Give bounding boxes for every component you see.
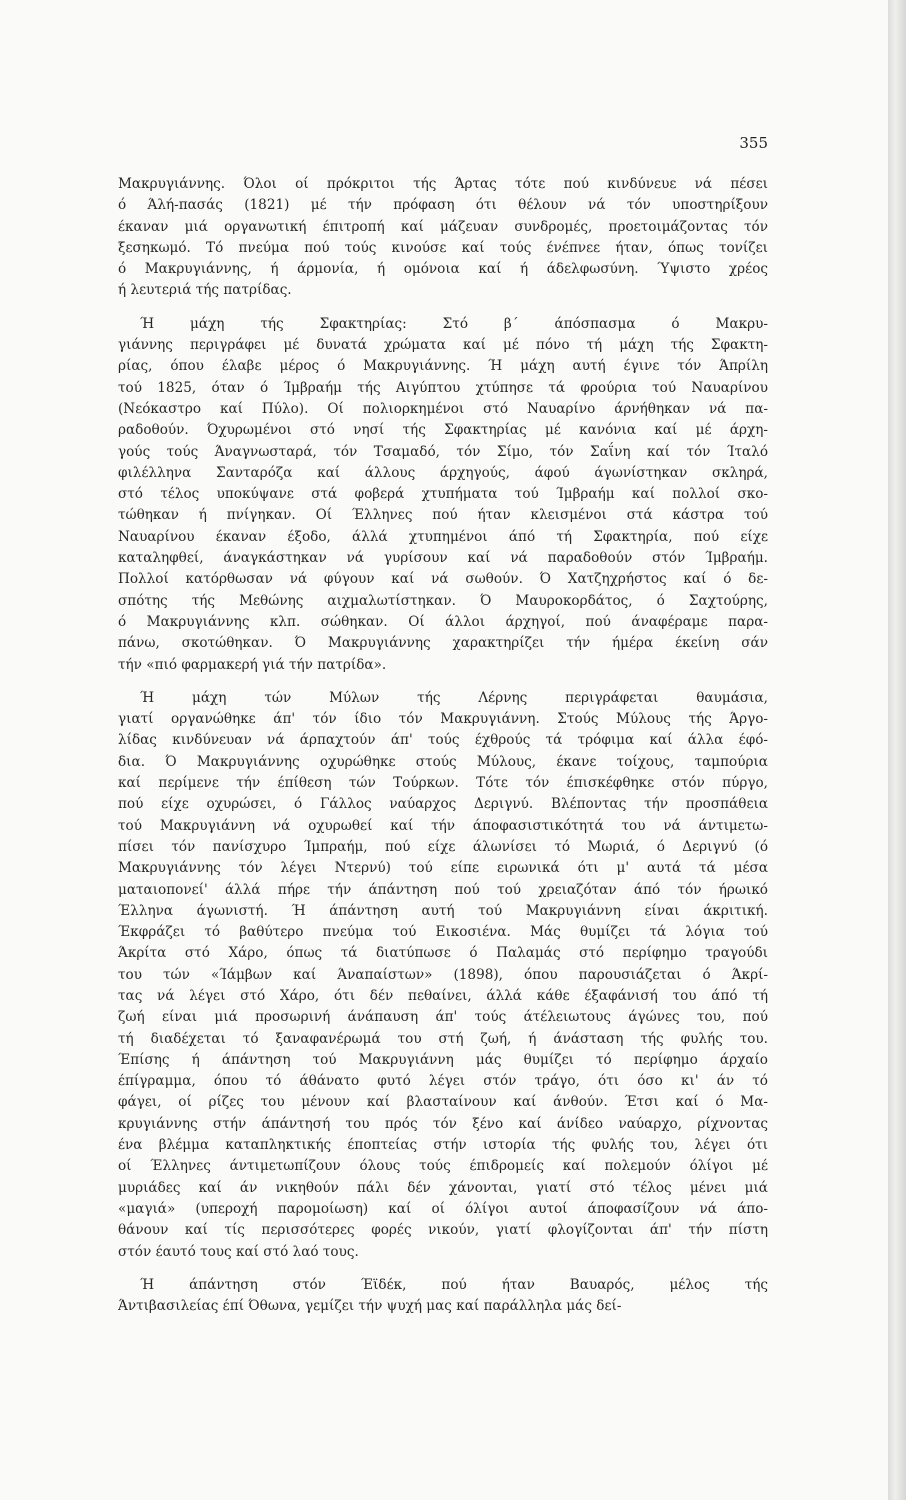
text-line: τας νά λέγει στό Χάρο, ότι δέν πεθαίνει, άλλά κάθε έξαφάνισή του άπό τή [118, 987, 768, 1004]
text-line: τού 1825, όταν ό Ίμβραήμ τής Αιγύπτου χτύπησε τά φρούρια τού Ναυαρίνου [118, 379, 768, 396]
paragraph [118, 1275, 768, 1318]
text-line: τή διαδέχεται τό ξαναφανέρωμά του στή ζωή, ή άνάσταση τής φυλής του. [118, 1030, 768, 1047]
text-line: τώθηκαν ή πνίγηκαν. Οί Έλληνες πού ήταν κλεισμένοι στά κάστρα τού [118, 507, 768, 524]
text-line: γιατί οργανώθηκε άπ' τόν ίδιο τόν Μακρυγιάννη. Στούς Μύλους τής Άργο- [118, 711, 768, 728]
text-line: μυριάδες καί άν νικηθούν πάλι δέν χάνονται, γιατί στό τέλος μένει μιά [118, 1179, 768, 1196]
text-line: Ή μάχη τών Μύλων τής Λέρνης περιγράφεται θαυμάσια, [140, 689, 768, 706]
text-line: Άντιβασιλείας έπί Όθωνα, γεμίζει τήν ψυχή μας καί παράλληλα μάς δεί- [118, 1298, 622, 1315]
text-line: Άκρίτα στό Χάρο, όπως τά διατύπωσε ό Παλαμάς στό περίφημο τραγούδι [118, 945, 768, 962]
text-line: ό Μακρυγιάννης, ή άρμονία, ή ομόνοια καί ή άδελφωσύνη. Ύψιστο χρέος [118, 261, 768, 278]
paragraph-gap [118, 302, 768, 314]
paragraph [118, 174, 768, 302]
text-line: ό Μακρυγιάννης κλπ. σώθηκαν. Οί άλλοι άρχηγοί, πού άναφέραμε παρα- [118, 613, 768, 630]
text-line: κρυγιάννης στήν άπάντησή του πρός τόν ξένο καί άνίδεο ναύαρχο, ρίχνοντας [118, 1115, 768, 1132]
text-line: έκαναν μιά οργανωτική έπιτροπή καί μάζευαν συνδρομές, προετοιμάζοντας τόν [118, 218, 768, 235]
text-line: ραδοθούν. Όχυρωμένοι στό νησί τής Σφακτηρίας μέ κανόνια καί μέ άρχη- [118, 422, 768, 439]
text-line: καταληφθεί, άναγκάστηκαν νά γυρίσουν καί νά παραδοθούν στόν Ίμβραήμ. [118, 550, 768, 567]
text-line: Έκφράζει τό βαθύτερο πνεύμα τού Εικοσιένα. Μάς θυμίζει τά λόγια τού [118, 924, 768, 941]
text-line: Έπίσης ή άπάντηση τού Μακρυγιάννη μάς θυμίζει τό περίφημο άρχαίο [118, 1051, 768, 1068]
text-line: τού Μακρυγιάννη νά οχυρωθεί καί τήν άποφασιστικότητά του νά άντιμετω- [118, 817, 768, 834]
text-line: ρίας, όπου έλαβε μέρος ό Μακρυγιάννης. Ή μάχη αυτή έγινε τόν Άπρίλη [118, 358, 768, 375]
paragraph-gap [118, 676, 768, 688]
text-line: στόν έαυτό τους καί στό λαό τους. [118, 1243, 359, 1260]
text-line: Ή μάχη τής Σφακτηρίας: Στό β΄ άπόσπασμα ό Μακρυ- [140, 315, 768, 332]
text-line: οί Έλληνες άντιμετωπίζουν όλους τούς έπιδρομείς καί πολεμούν όλίγοι μέ [118, 1158, 768, 1175]
text-line: Μακρυγιάννης τόν λέγει Ντερνύ) τού είπε ειρωνικά ότι μ' αυτά τά μέσα [118, 860, 768, 877]
text-line: Μακρυγιάννης. Όλοι οί πρόκριτοι τής Άρτας τότε πού κινδύνευε νά πέσει [118, 176, 768, 192]
text-line: «μαγιά» (υπεροχή παρομοίωση) καί οί όλίγοι αυτοί άποφασίζουν νά άπο- [118, 1200, 768, 1217]
page-body [118, 174, 768, 1317]
text-line: ματαιοπονεί' άλλά πήρε τήν άπάντηση πού τού χρειαζόταν άπό τόν ήρωικό [118, 881, 768, 898]
text-line: δια. Ό Μακρυγιάννης οχυρώθηκε στούς Μύλους, έκανε τοίχους, ταμπούρια [118, 753, 768, 770]
page-number: 355 [739, 134, 768, 152]
text-line: ό Άλή-πασάς (1821) μέ τήν πρόφαση ότι θέλουν νά τόν υποστηρίξουν [118, 197, 768, 214]
text-line: Πολλοί κατόρθωσαν νά φύγουν καί νά σωθούν. Ό Χατζηχρήστος καί ό δε- [118, 571, 768, 588]
text-line: πάνω, σκοτώθηκαν. Ό Μακρυγιάννης χαρακτηρίζει τήν ήμέρα έκείνη σάν [118, 635, 768, 652]
text-line: Ναυαρίνου έκαναν έξοδο, άλλά χτυπημένοι άπό τή Σφακτηρία, πού είχε [118, 528, 768, 545]
text-line: (Νεόκαστρο καί Πύλο). Οί πολιορκημένοι στό Ναυαρίνο άρνήθηκαν νά πα- [118, 400, 768, 417]
text-line: ένα βλέμμα καταπληκτικής έποπτείας στήν ιστορία τής φυλής του, λέγει ότι [118, 1137, 768, 1154]
text-line: Έλληνα άγωνιστή. Ή άπάντηση αυτή τού Μακρυγιάννη είναι άκριτική. [118, 902, 768, 919]
text-line: καί περίμενε τήν έπίθεση τών Τούρκων. Τότε τόν έπισκέφθηκε στόν πύργο, [118, 775, 768, 792]
text-line: τήν «πιό φαρμακερή γιά τήν πατρίδα». [118, 656, 387, 673]
text-line: του τών «Ίάμβων καί Άναπαίστων» (1898), όπου παρουσιάζεται ό Άκρί- [118, 966, 768, 983]
text-line: ή λευτεριά τής πατρίδας. [118, 282, 292, 299]
text-line: Ή άπάντηση στόν Έϊδέκ, πού ήταν Βαυαρός, μέλος τής [140, 1276, 768, 1293]
text-line: ξεσηκωμό. Τό πνεύμα πού τούς κινούσε καί τούς ένέπνεε ήταν, όπως τονίζει [118, 239, 768, 256]
text-line: φάγει, οί ρίζες του μένουν καί βλασταίνουν καί άνθούν. Έτσι καί ό Μα- [118, 1094, 768, 1111]
text-line: λίδας κινδύνευαν νά άρπαχτούν άπ' τούς έχθρούς τά τρόφιμα καί άλλα έφό- [118, 732, 768, 749]
text-line: πίσει τόν πανίσχυρο Ίμπραήμ, πού είχε άλωνίσει τό Μωριά, ό Δεριγνύ (ό [118, 838, 768, 855]
text-line: ζωή είναι μιά προσωρινή άνάπαυση άπ' τούς άτέλειωτους άγώνες του, πού [118, 1009, 768, 1026]
text-line: φιλέλληνα Σανταρόζα καί άλλους άρχηγούς, άφού άγωνίστηκαν σκληρά, [118, 464, 768, 481]
paragraph [118, 314, 768, 676]
page-edge [888, 0, 906, 1500]
text-line: πού είχε οχυρώσει, ό Γάλλος ναύαρχος Δεριγνύ. Βλέποντας τήν προσπάθεια [118, 796, 768, 813]
text-line: θάνουν καί τίς περισσότερες φορές νικούν, γιατί φλογίζονται άπ' τήν πίστη [118, 1222, 768, 1239]
text-line: έπίγραμμα, όπου τό άθάνατο φυτό λέγει στόν τράγο, ότι όσο κι' άν τό [118, 1073, 768, 1090]
paragraph [118, 688, 768, 1263]
text-line: σπότης τής Μεθώνης αιχμαλωτίστηκαν. Ό Μαυροκορδάτος, ό Σαχτούρης, [118, 592, 768, 609]
text-line: γιάννης περιγράφει μέ δυνατά χρώματα καί μέ πόνο τή μάχη τής Σφακτη- [118, 337, 768, 354]
text-line: γούς τούς Άναγνωσταρά, τόν Τσαμαδό, τόν Σίμο, τόν Σαΐνη καί τόν Ίταλό [118, 443, 768, 460]
paragraph-gap [118, 1263, 768, 1275]
text-line: στό τέλος υποκύψανε στά φοβερά χτυπήματα τού Ίμβραήμ καί πολλοί σκο- [118, 486, 768, 503]
